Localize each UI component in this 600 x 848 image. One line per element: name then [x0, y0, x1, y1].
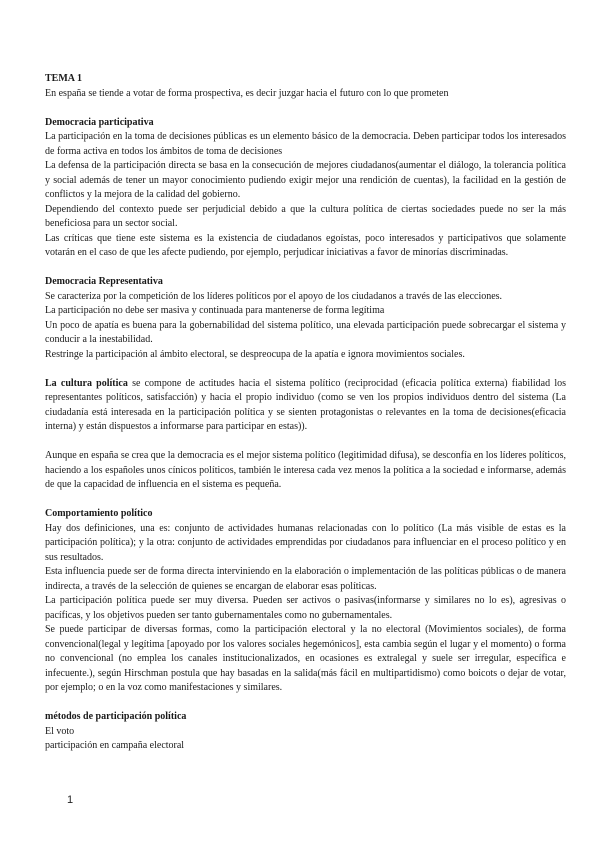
- document-title: TEMA 1: [45, 73, 82, 84]
- paragraph: La defensa de la participación directa se basa en la consecución de mejores ciudadanos(aumentar el diálogo, la tolerancia política y social además de tener un mayor conocimiento pudiendo exigir mejor una rendición de cuentas), la facilidad en la gestión de conflictos y la mejora de la calidad del gobierno.: [45, 160, 566, 200]
- intro-paragraph: En españa se tiende a votar de forma prospectiva, es decir juzgar hacia el futuro con lo que prometen: [45, 87, 449, 99]
- spacer: [45, 362, 566, 377]
- spacer: [45, 493, 566, 508]
- spacer: [45, 435, 566, 450]
- section-heading-participativa: Democracia participativa: [45, 116, 154, 128]
- paragraph: Hay dos definiciones, una es: conjunto de actividades humanas relacionadas con lo político (La más visible de estas es la participación política); y la otra: conjunto de actividades emprendidas por ciudadanos para influenciar en el proceso político y en sus resultados.: [45, 522, 566, 563]
- paragraph: Las críticas que tiene este sistema es la existencia de ciudadanos egoístas, poco interesados y participativos que solamente votarán en el caso de que les afecte pudiendo, por ejemplo, perjudicar iniciativas a favor de minorías discriminadas.: [45, 232, 566, 258]
- paragraph: Un poco de apatía es buena para la gobernabilidad del sistema político, una elevada participación puede sobrecargar el sistema y conducir a la inestabilidad.: [45, 319, 566, 345]
- spacer: [45, 696, 566, 711]
- paragraph: La participación no debe ser masiva y continuada para mantenerse de forma legítima: [45, 305, 385, 316]
- spacer: [45, 261, 566, 276]
- cultura-lead: La cultura política: [45, 377, 128, 389]
- page-number: 1: [67, 794, 74, 806]
- paragraph: Esta influencia puede ser de forma directa interviniendo en la elaboración o implementación de las políticas públicas o de manera indirecta, a través de la selección de quienes se encargan de elaborar esas políticas.: [45, 566, 566, 592]
- paragraph: Se caracteriza por la competición de los líderes políticos por el apoyo de los ciudadanos a través de las elecciones.: [45, 290, 503, 302]
- section-heading-metodos: métodos de participación política: [45, 711, 187, 722]
- section-heading-representativa: Democracia Representativa: [45, 276, 163, 287]
- spacer: [45, 101, 566, 116]
- list-item: participación en campaña electoral: [45, 740, 185, 751]
- section-heading-comportamiento: Comportamiento político: [45, 508, 153, 519]
- paragraph: La participación en la toma de decisiones públicas es un elemento básico de la democracia. Deben participar todos los interesados de forma activa en todos los ámbitos de toma de decisiones: [45, 131, 566, 157]
- paragraph: Restringe la participación al ámbito electoral, se despreocupa de la apatía e ignora movimientos sociales.: [45, 348, 465, 360]
- spain-paragraph: Aunque en españa se crea que la democracia es el mejor sistema político (legitimidad difusa), se desconfía en los líderes políticos, haciendo a los españoles unos cínicos políticos, también le interesa cada vez menos la política a la sociedad e informarse, además de que la capacidad de influencia en el sistema es pequeña.: [45, 450, 566, 490]
- paragraph: Dependiendo del contexto puede ser perjudicial debido a que la cultura política de ciertas sociedades puede no ser la más beneficiosa para un sector social.: [45, 203, 566, 229]
- paragraph: Se puede participar de diversas formas, como la participación electoral y la no electoral (Movimientos sociales), de forma convencional(legal y legítima [apoyado por los valores sociales hegemónicos], esta cambia según el lugar y el momento) o forma no convencional (no emplea los canales institucionalizados, en ocasiones es extralegal y suele ser irregular, específica e infecuente.), según Hirschman postula que hay basadas en la salida(más fácil en multipartidismo) como boicots o dejar de votar, por ejemplo; o en la voz como manifestaciones y similares.: [45, 624, 566, 693]
- cultura-paragraph: [45, 377, 566, 435]
- list-item: El voto: [45, 725, 75, 737]
- cultura-text: se compone de actitudes hacia el sistema político (reciprocidad (eficacia política externa) fiabilidad los representantes políticos, satisfacción) y hacia el propio individuo (como se ven los propios individuos dentro del sistema (La ciudadanía está interesada en la participación política y se sienten protagonistas o relevantes en la toma de decisiones(eficacia interna) y están dispuestos a informarse para participar en estas)).: [45, 377, 566, 432]
- paragraph: La participación política puede ser muy diversa. Pueden ser activos o pasivas(informarse y similares no lo es), agresivas o pacíficas, y los objetivos pueden ser tanto gubernamentales como no gubernamentales.: [45, 595, 566, 621]
- document-body: [45, 72, 566, 754]
